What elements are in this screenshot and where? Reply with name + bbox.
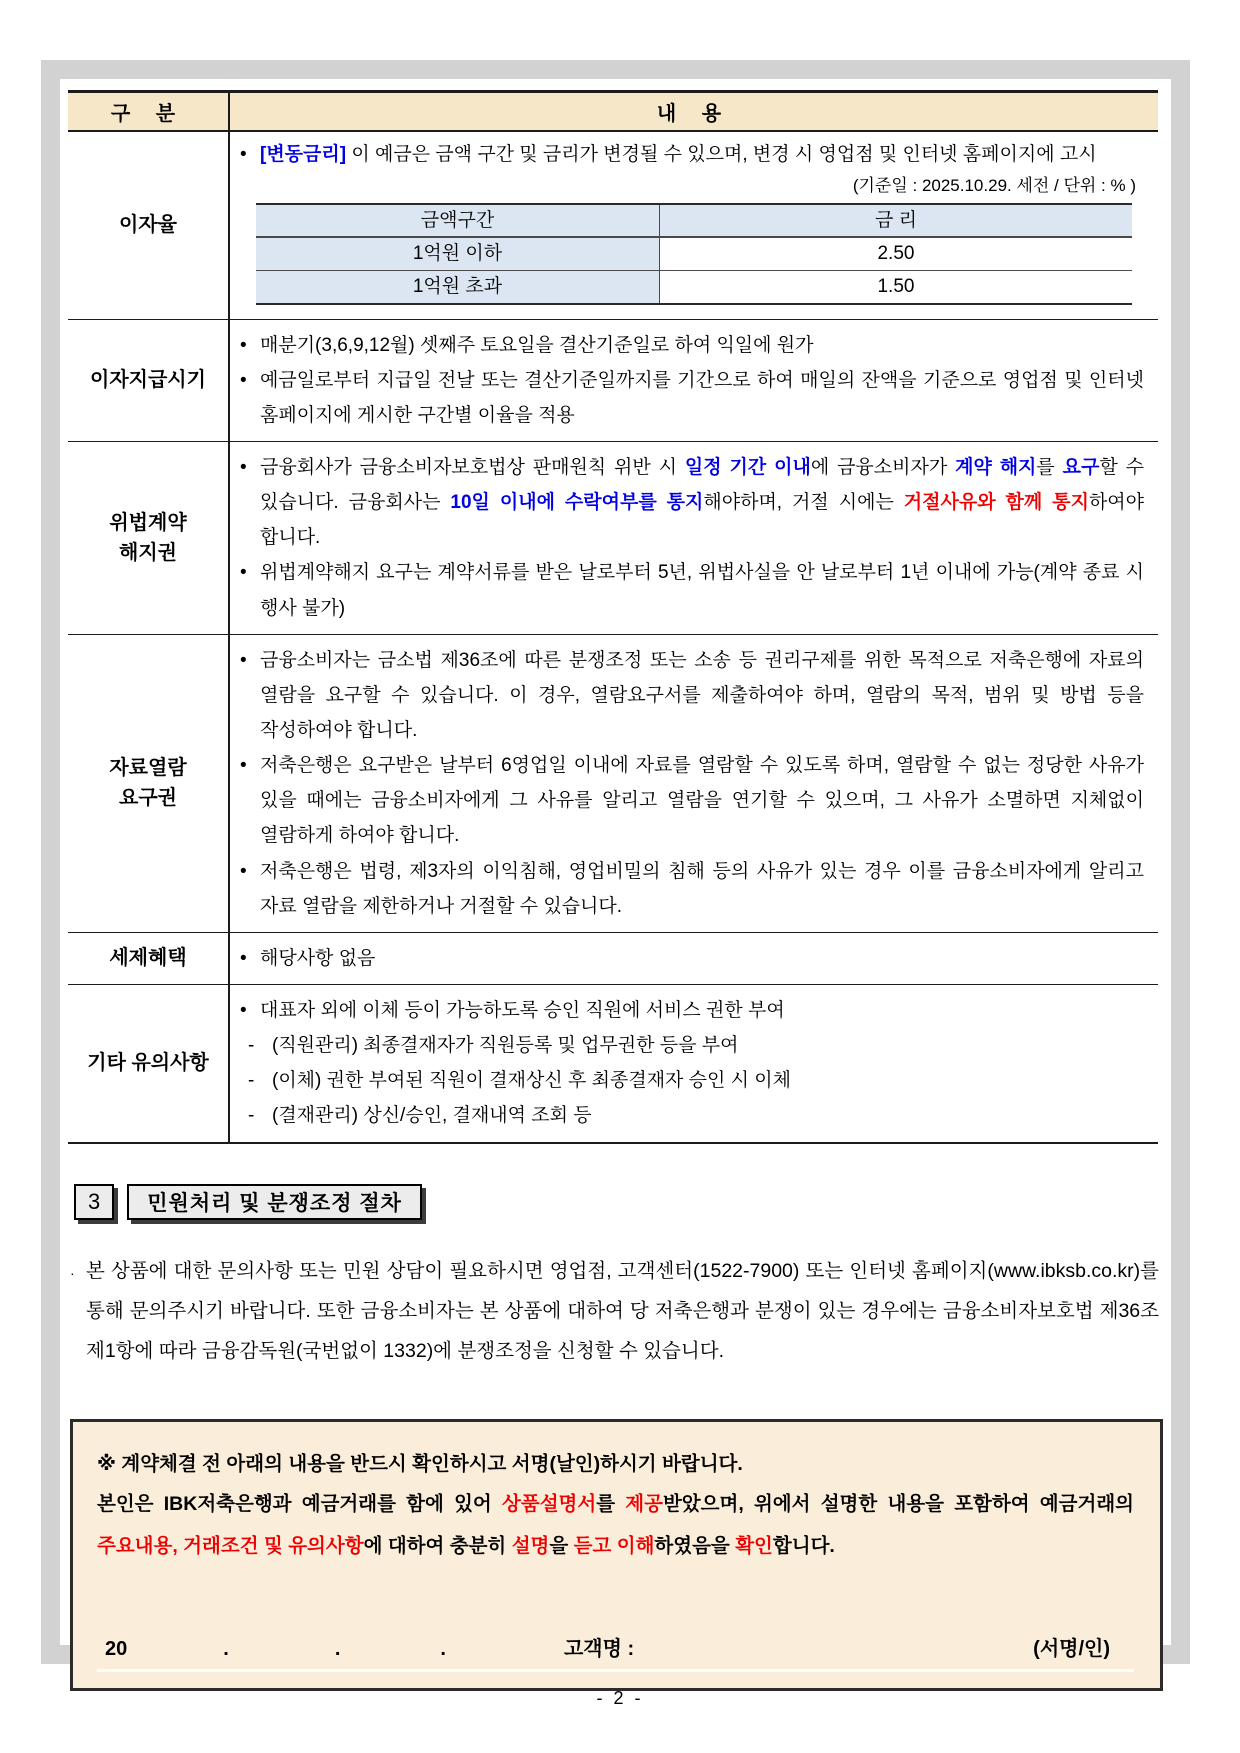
bullet-text [260,363,1144,433]
row-label [68,635,230,932]
bullet-text [272,1098,1144,1133]
rate-header-rate: 금 리 [874,209,917,231]
bullet-text [272,1028,1144,1063]
rate-table-header-row [256,205,1132,239]
page-content [60,79,1171,1691]
bullet-text [260,643,1144,748]
page-number: - 2 - [596,1688,644,1708]
text-segment: 거절사유와 함께 통지 [903,492,1089,514]
row-label-line: 요구권 [119,787,177,810]
text-segment: 저축은행은 법령, 제3자의 이익침해, 영업비밀의 침해 등의 사유가 있는 경우 이를 금융소비자에게 알리고 자료 열람을 제한하거나 거절할 수 있습니다. [260,860,1144,917]
product-terms-table [68,90,1158,1144]
text-segment: 하였음을 [654,1535,736,1558]
table-header-content: 내 용 [656,103,732,125]
text-segment: 하여야 합니다. [260,492,1144,549]
rate-value-cell: 1.50 [877,275,915,297]
bullet-marker: - [248,1070,255,1092]
text-segment: 저축은행은 요구받은 날부터 6영업일 이내에 자료를 열람할 수 있도록 하며, 열람할 수 없는 정당한 사유가 있을 때에는 금융소비자에게 그 사유를 알리고 열람을 연기할 수 있으며, 그 사유가 소멸하면 지체없이 열람하게 하여야 합니다. [260,755,1144,847]
bullet-marker: • [240,562,247,584]
bullet-item [240,328,1144,363]
bullet-text [260,555,1144,625]
rate-table-row [256,271,1132,303]
confirmation-notice: ※ 계약체결 전 아래의 내용을 반드시 확인하시고 서명(날인)하시기 바랍니다. [97,1453,743,1476]
text-segment: 설명 [511,1535,550,1558]
text-segment: 에 금융소비자가 [810,457,956,479]
text-segment: 를 [1036,457,1063,479]
bullet-item [240,450,1144,555]
paragraph-bullet-marker: · [70,1264,75,1281]
text-segment: 일정 기간 이내 [684,457,811,479]
signature-row [97,1632,1134,1672]
table-row-data-access-request-right [68,635,1158,933]
bullet-text [260,142,1144,169]
table-row-interest-payment-timing [68,320,1158,442]
text-segment: 상품설명서 [502,1493,597,1516]
row-content [230,635,1158,932]
row-content [230,320,1158,441]
text-segment: 을 [549,1535,574,1558]
row-content [230,442,1158,634]
row-label-line: 기타 유의사항 [87,1052,209,1075]
text-segment: 를 [596,1493,626,1516]
text-segment: 본인은 IBK저축은행과 예금거래를 함에 있어 [97,1493,503,1516]
bullet-text [260,941,1144,976]
text-segment: 듣고 이해 [573,1535,655,1558]
bullet-marker: • [240,947,247,969]
rate-value-cell: 2.50 [877,243,915,265]
row-label [68,320,230,441]
row-content [230,985,1158,1142]
bullet-text [272,1063,1144,1098]
rate-basis-note: (기준일 : 2025.10.29. 세전 / 단위 : % ) [852,175,1136,195]
signature-dot: . [440,1638,446,1661]
bullet-marker: - [248,1035,255,1057]
bullet-marker: - [248,1105,255,1127]
text-segment: 예금일로부터 지급일 전날 또는 결산기준일까지를 기간으로 하여 매일의 잔액을 기준으로 영업점 및 인터넷 홈페이지에 게시한 구간별 이율을 적용 [260,369,1144,426]
text-segment: 10일 이내에 수락여부를 통지 [450,492,704,514]
row-content [230,132,1158,319]
row-label-line: 이자율 [119,214,177,237]
text-segment: 금융회사가 금융소비자보호법상 판매원칙 위반 시 [260,457,685,479]
bullet-marker: • [240,1000,247,1021]
text-segment: (결재관리) 상신/승인, 결재내역 조회 등 [272,1105,592,1127]
rate-amount-range-cell: 1억원 이하 [256,238,660,270]
section-title-box: 민원처리 및 분쟁조정 절차 [127,1184,422,1220]
bullet-item [240,1063,1144,1098]
signature-dot: . [223,1638,229,1661]
bullet-item [240,555,1144,625]
row-label-line: 이자지급시기 [90,369,206,392]
text-segment: 제공 [625,1493,663,1516]
bullet-marker: • [240,755,247,777]
row-label-line: 해지권 [119,541,177,564]
bullet-item [240,363,1144,433]
bullet-item [240,941,1144,976]
bullet-text [260,328,1144,363]
table-row-interest-rate [68,132,1158,320]
text-segment: 해당사항 없음 [260,947,376,969]
row-label [68,985,230,1142]
text-segment: 받았으며, 위에서 설명한 내용을 포함하여 예금거래의 [662,1493,1134,1516]
rate-amount-range-cell: 1억원 초과 [256,271,660,303]
text-segment: 위법계약해지 요구는 계약서류를 받은 날로부터 5년, 위법사실을 안 날로부터 1년 이내에 가능(계약 종료 시 행사 불가) [260,562,1144,619]
inquiry-paragraph-text: 본 상품에 대한 문의사항 또는 민원 상담이 필요하시면 영업점, 고객센터(1522-7900) 또는 인터넷 홈페이지(www.ibksb.co.kr)를 통해 문의주시기 바랍니다. 또한 금융소비자는 본 상품에 대하여 당 저축은행과 분쟁이 있는 경우에는 금융소비자보호법 제36조 제1항에 따라 금융감독원(국번없이 1332)에 분쟁조정을 신청할 수 있습니다. [86,1259,1159,1362]
text-segment: 확인 [735,1535,773,1558]
bullet-text [260,854,1144,924]
text-segment: 매분기(3,6,9,12월) 셋째주 토요일을 결산기준일로 하여 익일에 원가 [260,334,814,356]
table-header-row [68,93,1158,132]
bullet-marker: • [240,457,247,479]
bullet-item [240,142,1144,169]
confirmation-body [97,1484,1134,1568]
bullet-item [240,643,1144,748]
bullet-marker: • [240,144,247,165]
text-segment: 합니다. [772,1535,835,1558]
table-row-tax-benefit [68,933,1158,985]
text-segment: 이 예금은 금액 구간 및 금리가 변경될 수 있으며, 변경 시 영업점 및 인터넷 홈페이지에 고시 [346,144,1097,165]
text-segment: (이체) 권한 부여된 직원이 결재상신 후 최종결재자 승인 시 이체 [272,1070,792,1092]
bullet-text [260,748,1144,853]
bullet-marker: • [240,860,247,882]
signature-dot: . [334,1638,341,1661]
text-segment: 할 수 있습니다. 금융회사는 [260,457,1144,514]
section-number-box: 3 [74,1184,114,1220]
bullet-marker: • [240,369,247,391]
text-segment: 에 대하여 충분히 [363,1535,512,1558]
inquiry-paragraph [70,1252,1159,1372]
rate-table-row [256,238,1132,271]
bullet-text [260,993,1144,1028]
row-label [68,933,230,984]
confirmation-box [70,1419,1163,1691]
text-segment: 계약 해지 [955,457,1037,479]
bullet-item [240,993,1144,1028]
row-label-line: 세제혜택 [109,947,187,970]
bullet-text [260,450,1144,555]
signature-year: 20 [105,1638,128,1661]
row-label [68,442,230,634]
signature-seal-label: (서명/인) [1033,1638,1110,1661]
table-header-category: 구 분 [68,93,230,130]
bullet-item [240,1028,1144,1063]
table-body [68,132,1158,1142]
text-segment: (직원관리) 최종결재자가 직원등록 및 업무권한 등을 부여 [272,1035,739,1057]
document-page [60,79,1171,1661]
text-segment: 대표자 외에 이체 등이 가능하도록 승인 직원에 서비스 권한 부여 [260,1000,785,1021]
text-segment: 해야하며, 거절 시에는 [703,492,904,514]
bullet-item [240,748,1144,853]
text-segment: 금융소비자는 금소법 제36조에 따른 분쟁조정 또는 소송 등 권리구제를 위한 목적으로 저축은행에 자료의 열람을 요구할 수 있습니다. 이 경우, 열람요구서를 제출하여야 하며, 열람의 목적, 범위 및 방법 등을 작성하여야 합니다. [260,649,1144,742]
text-segment: 요구 [1062,457,1100,479]
row-label-line: 자료열람 [109,757,187,780]
page-border-frame [41,60,1190,1664]
row-label [68,132,230,319]
bullet-marker: • [240,649,247,671]
rate-header-amount-range: 금액구간 [256,205,660,237]
row-content [230,933,1158,984]
text-segment: [변동금리] [260,144,347,165]
bullet-marker: • [240,334,247,356]
text-segment: 주요내용, 거래조건 및 유의사항 [97,1535,364,1558]
section-3-header [74,1184,1165,1220]
interest-rate-table [256,203,1132,305]
table-row-illegal-contract-termination-right [68,442,1158,635]
table-row-other-notes [68,985,1158,1142]
row-label-line: 위법계약 [109,511,187,534]
bullet-item [240,854,1144,924]
bullet-item [240,1098,1144,1133]
customer-name-label: 고객명 : [563,1638,635,1661]
